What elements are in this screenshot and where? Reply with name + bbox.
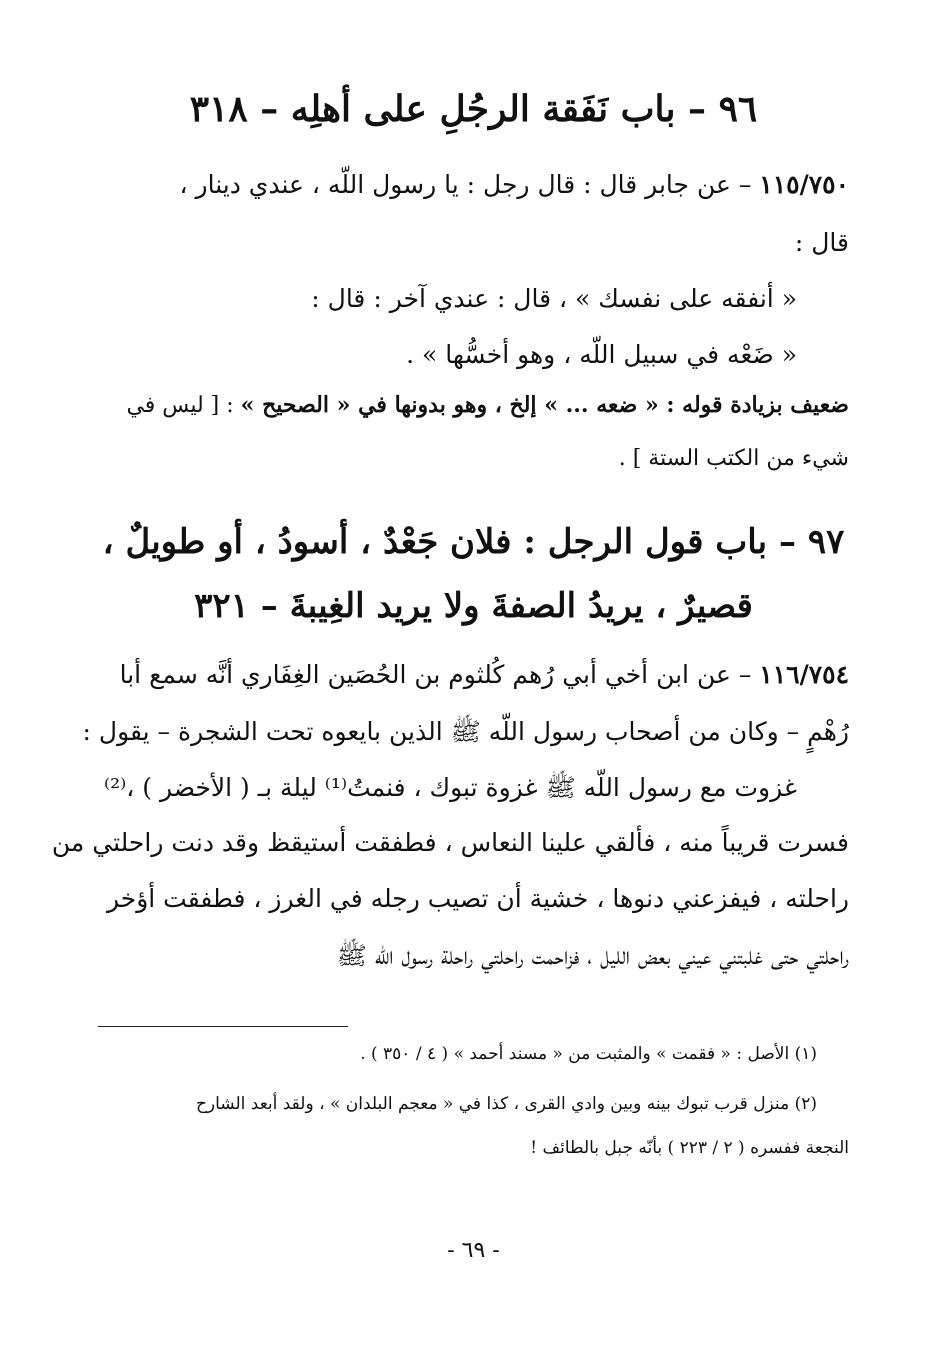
hadith-116-line-1 [98, 660, 849, 689]
chapter-heading-96: ٩٦ – باب نَفَقة الرجُلِ على أهلِه – ٣١٨ [189, 88, 758, 130]
grading-note: : [ ليس في [126, 393, 241, 418]
page-number: - ٦٩ - [447, 1238, 500, 1263]
hadith-116-line-4: فسرت قريباً منه ، فألقي علينا النعاس ، فطفقت أستيقظ وقد دنت راحلتي من [51, 828, 849, 857]
hadith-115-line-3: « أنفقه على نفسك » ، قال : عندي آخر : قال : [311, 284, 797, 313]
grading-verdict: ضعيف بزيادة قوله : « ضعه ... » إلخ ، وهو بدونها في « الصحيح » [240, 392, 849, 418]
hadith-115-line-4: « ضَعْه في سبيل اللّه ، وهو أخسُّها » . [406, 340, 797, 369]
grading-line-1 [98, 392, 849, 418]
footnote-2-line-2: النجعة ففسره ( ٢ / ٢٢٣ ) بأنّه جبل بالطائف ! [530, 1138, 849, 1158]
hadith-number: ١١٦/٧٥٤ [759, 660, 849, 689]
hadith-116-line-3: غزوت مع رسول اللّه ﷺ غزوة تبوك ، فنمتُ⁽¹⁾ ليلة بـ ( الأخضر ) ،⁽²⁾ [103, 773, 797, 802]
hadith-115-line-2: قال : [794, 228, 849, 257]
chapter-heading-97-line-1: ٩٧ – باب قول الرجل : فلان جَعْدٌ ، أسودُ ، أو طويلٌ ، [102, 522, 845, 562]
grading-line-2: شيء من الكتب الستة ] . [618, 446, 849, 471]
hadith-116-line-6: راحلتي حتى غلبتني عيني بعض الليل ، فزاحمت راحلتي راحلة رسول اللّه ﷺ [336, 941, 849, 970]
footnote-2-line-1: (٢) منزل قرب تبوك بينه وبين وادي القرى ، كذا في « معجم البلدان » ، ولقد أبعد الشارح [195, 1094, 817, 1114]
hadith-116-line-2: رُهْمٍ – وكان من أصحاب رسول اللّه ﷺ الذين بايعوه تحت الشجرة – يقول : [82, 717, 849, 746]
hadith-text: – عن ابن أخي أبي رُهم كُلثوم بن الحُصَين الغِفَاري أنَّه سمع أبا [119, 660, 760, 689]
hadith-115-line-1 [98, 170, 849, 199]
chapter-heading-97-line-2: قصيرٌ ، يريدُ الصفةَ ولا يريد الغِيبةَ – ٣٢١ [194, 586, 753, 626]
hadith-number: ١١٥/٧٥٠ [759, 170, 849, 199]
footnote-1: (١) الأصل : « فقمت » والمثبت من « مسند أحمد » ( ٤ / ٣٥٠ ) . [360, 1044, 817, 1064]
footnote-separator [98, 1026, 348, 1027]
hadith-116-line-5: راحلته ، فيفزعني دنوها ، خشية أن تصيب رجله في الغرز ، فطفقت أؤخر [106, 884, 849, 913]
hadith-text: – عن جابر قال : قال رجل : يا رسول اللّه ، عندي دينار ، [179, 170, 760, 199]
